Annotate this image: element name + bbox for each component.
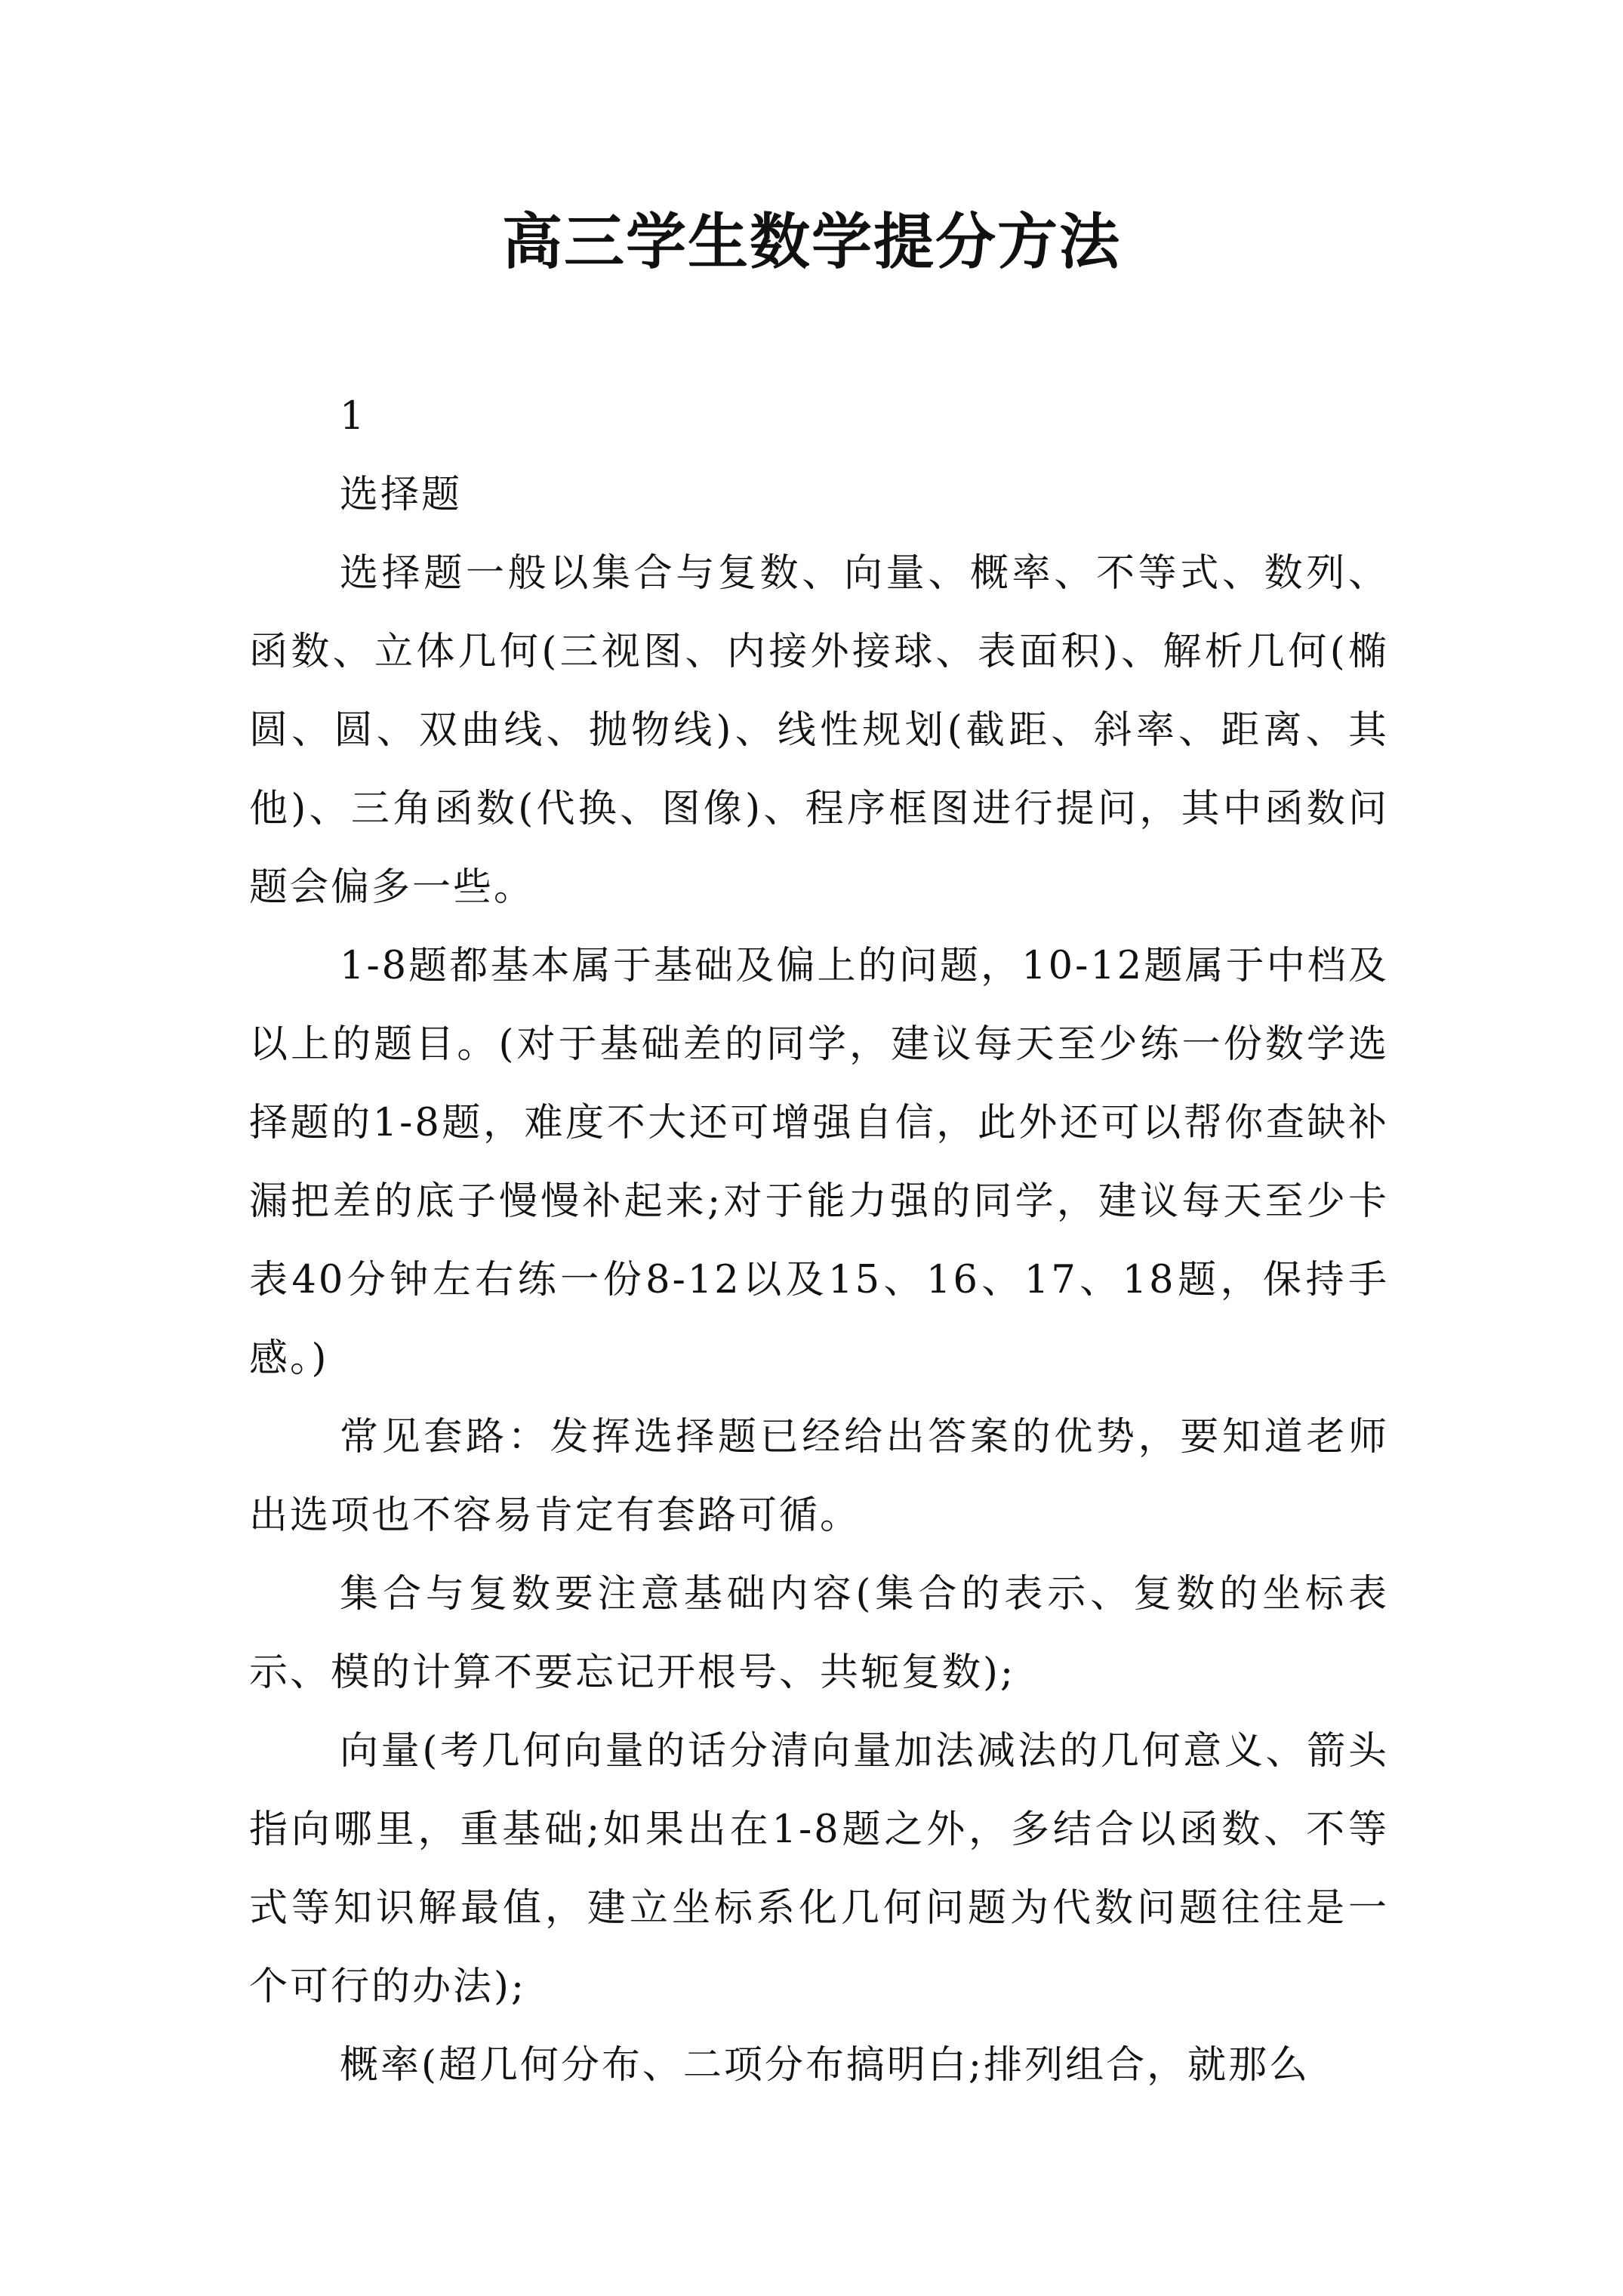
paragraph: 常见套路：发挥选择题已经给出答案的优势，要知道老师出选项也不容易肯定有套路可循。 [249,1415,1389,1538]
paragraph: 集合与复数要注意基础内容(集合的表示、复数的坐标表示、模的计算不要忘记开根号、共轭复数); [249,1572,1389,1695]
paragraph: 选择题一般以集合与复数、向量、概率、不等式、数列、函数、立体几何(三视图、内接外接球、表面积)、解析几何(椭圆、圆、双曲线、抛物线)、线性规划(截距、斜率、距离、其他)、三角函数(代换、图像)、程序框图进行提问，其中函数问题会偏多一些。 [249,551,1389,910]
paragraph: 概率(超几何分布、二项分布搞明白;排列组合，就那么 [340,2043,1310,2088]
section-heading: 选择题 [340,473,463,517]
section-number: 1 [340,394,367,439]
paragraph: 向量(考几何向量的话分清向量加法减法的几何意义、箭头指向哪里，重基础;如果出在1-8题之外，多结合以函数、不等式等知识解最值，建立坐标系化几何问题为代数问题往往是一个可行的办法); [249,1729,1389,2009]
document-body [249,378,1389,2105]
page-title: 高三学生数学提分方法 [502,206,1121,277]
paragraph: 1-8题都基本属于基础及偏上的问题，10-12题属于中档及以上的题目。(对于基础差的同学，建议每天至少练一份数学选择题的1-8题，难度不大还可增强自信，此外还可以帮你查缺补漏把差的底子慢慢补起来;对于能力强的同学，建议每天至少卡表40分钟左右练一份8-12以及15、16、17、18题，保持手感。) [249,944,1389,1381]
